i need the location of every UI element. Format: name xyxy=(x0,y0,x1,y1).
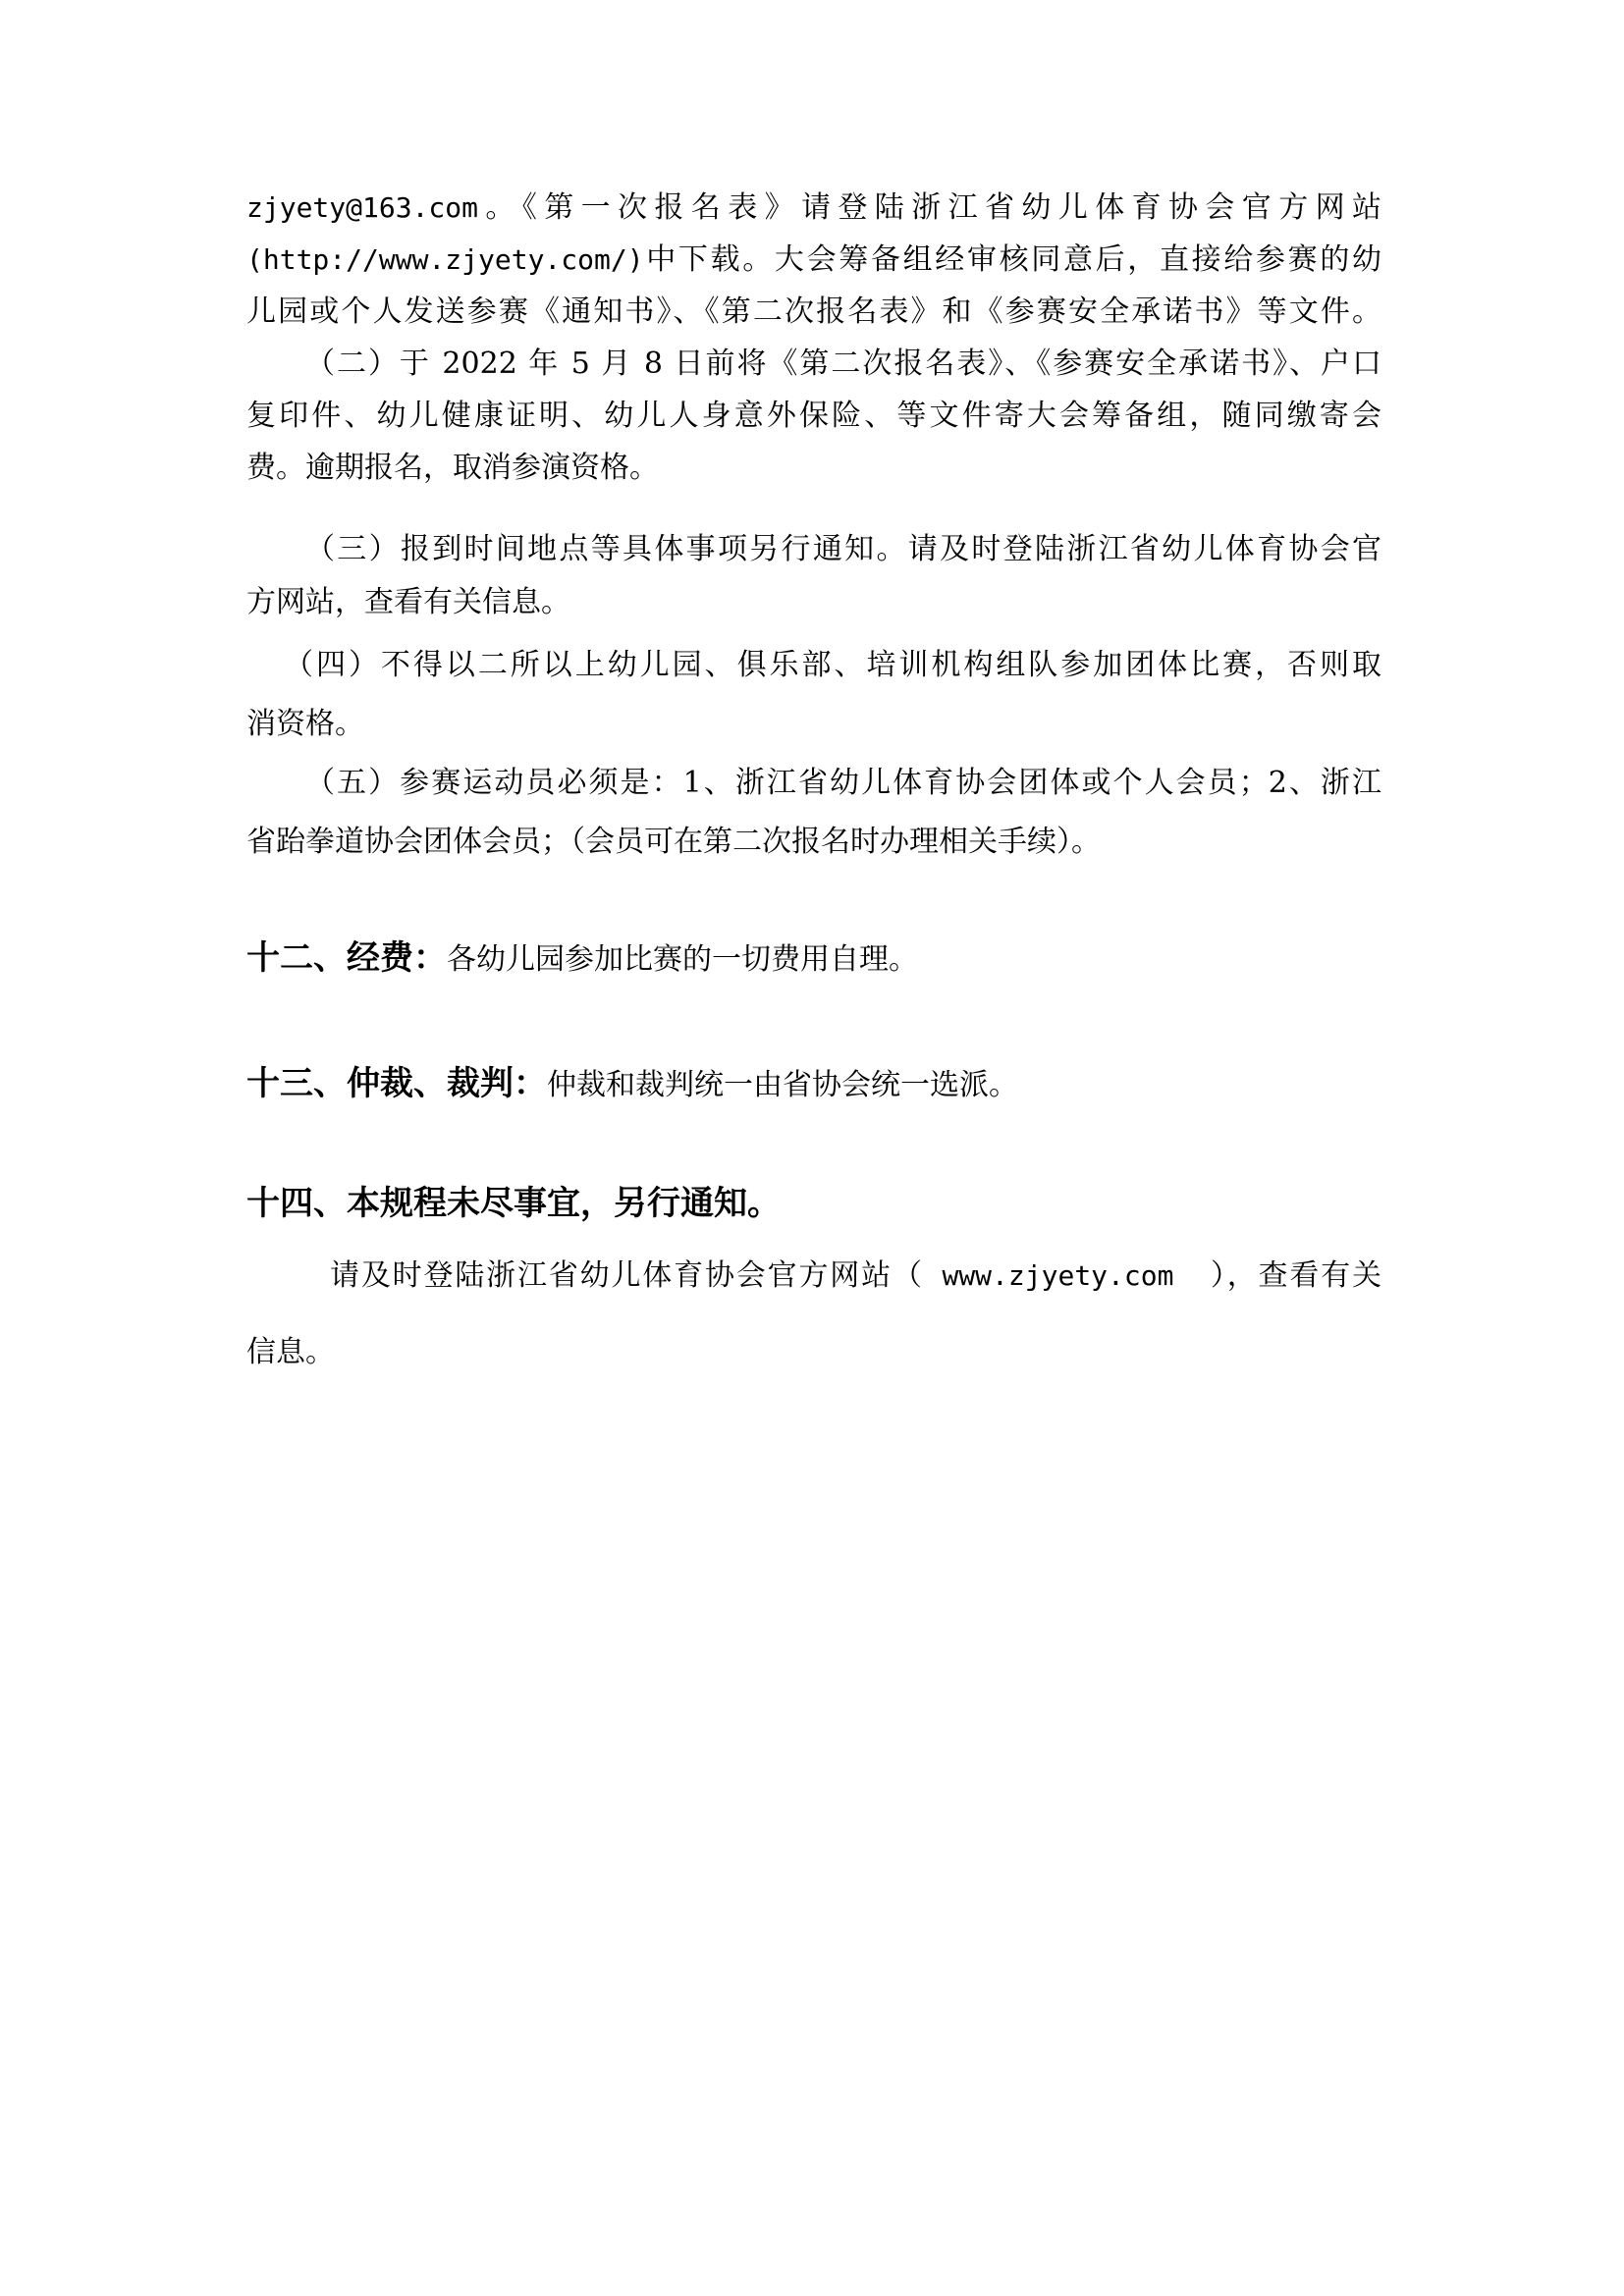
paragraph-text: 。《第一次报名表》请登陆浙江省幼儿体育协会官方网站 xyxy=(478,190,1381,225)
item-4-line-2: 消资格。 xyxy=(246,707,364,741)
paragraph-text: ），查看有关 xyxy=(1210,1258,1382,1293)
item-4-line-1: （四）不得以二所以上幼儿园、俱乐部、培训机构组队参加团体比赛，否则取 xyxy=(284,648,1381,682)
item-2-line-3: 费。逾期报名，取消参演资格。 xyxy=(246,451,659,485)
item-3-line-2: 方网站，查看有关信息。 xyxy=(246,585,570,619)
section-14-body-line-1 xyxy=(330,1255,1381,1298)
item-5-line-2: 省跆拳道协会团体会员；（会员可在第二次报名时办理相关手续）。 xyxy=(246,825,1101,859)
section-13-title: 十三、仲裁、裁判： xyxy=(246,1064,547,1103)
section-12-body: 各幼儿园参加比赛的一切费用自理。 xyxy=(447,942,918,977)
section-14 xyxy=(246,1180,781,1227)
section-12 xyxy=(246,934,918,984)
section-14-body-line-2: 信息。 xyxy=(246,1335,335,1369)
item-5-line-1: （五）参赛运动员必须是：1、浙江省幼儿体育协会团体或个人会员；2、浙江 xyxy=(305,766,1381,800)
section-13-body: 仲裁和裁判统一由省协会统一选派。 xyxy=(547,1068,1018,1102)
item-3-line-1: （三）报到时间地点等具体事项另行通知。请及时登陆浙江省幼儿体育协会官 xyxy=(305,532,1381,566)
website-url: www.zjyety.com xyxy=(923,1259,1211,1292)
paragraph-text: 中下载。大会筹备组经审核同意后，直接给参赛的幼 xyxy=(643,242,1381,277)
section-13 xyxy=(246,1060,1018,1109)
paragraph-line xyxy=(246,239,1381,282)
website-url: (http://www.zjyety.com/) xyxy=(246,243,644,276)
section-14-title: 十四、本规程未尽事宜，另行通知。 xyxy=(246,1184,781,1223)
paragraph-line xyxy=(246,187,1381,230)
paragraph-text: 请及时登陆浙江省幼儿体育协会官方网站（ xyxy=(330,1258,924,1293)
paragraph-line: 儿园或个人发送参赛《通知书》、《第二次报名表》和《参赛安全承诺书》等文件。 xyxy=(246,294,1381,329)
item-2-line-2: 复印件、幼儿健康证明、幼儿人身意外保险、等文件寄大会筹备组，随同缴寄会 xyxy=(246,399,1381,433)
item-2-line-1: （二）于 2022 年 5 月 8 日前将《第二次报名表》、《参赛安全承诺书》、户口 xyxy=(305,347,1381,381)
section-12-title: 十二、经费： xyxy=(246,938,447,978)
email-text: zjyety@163.com xyxy=(246,191,479,224)
